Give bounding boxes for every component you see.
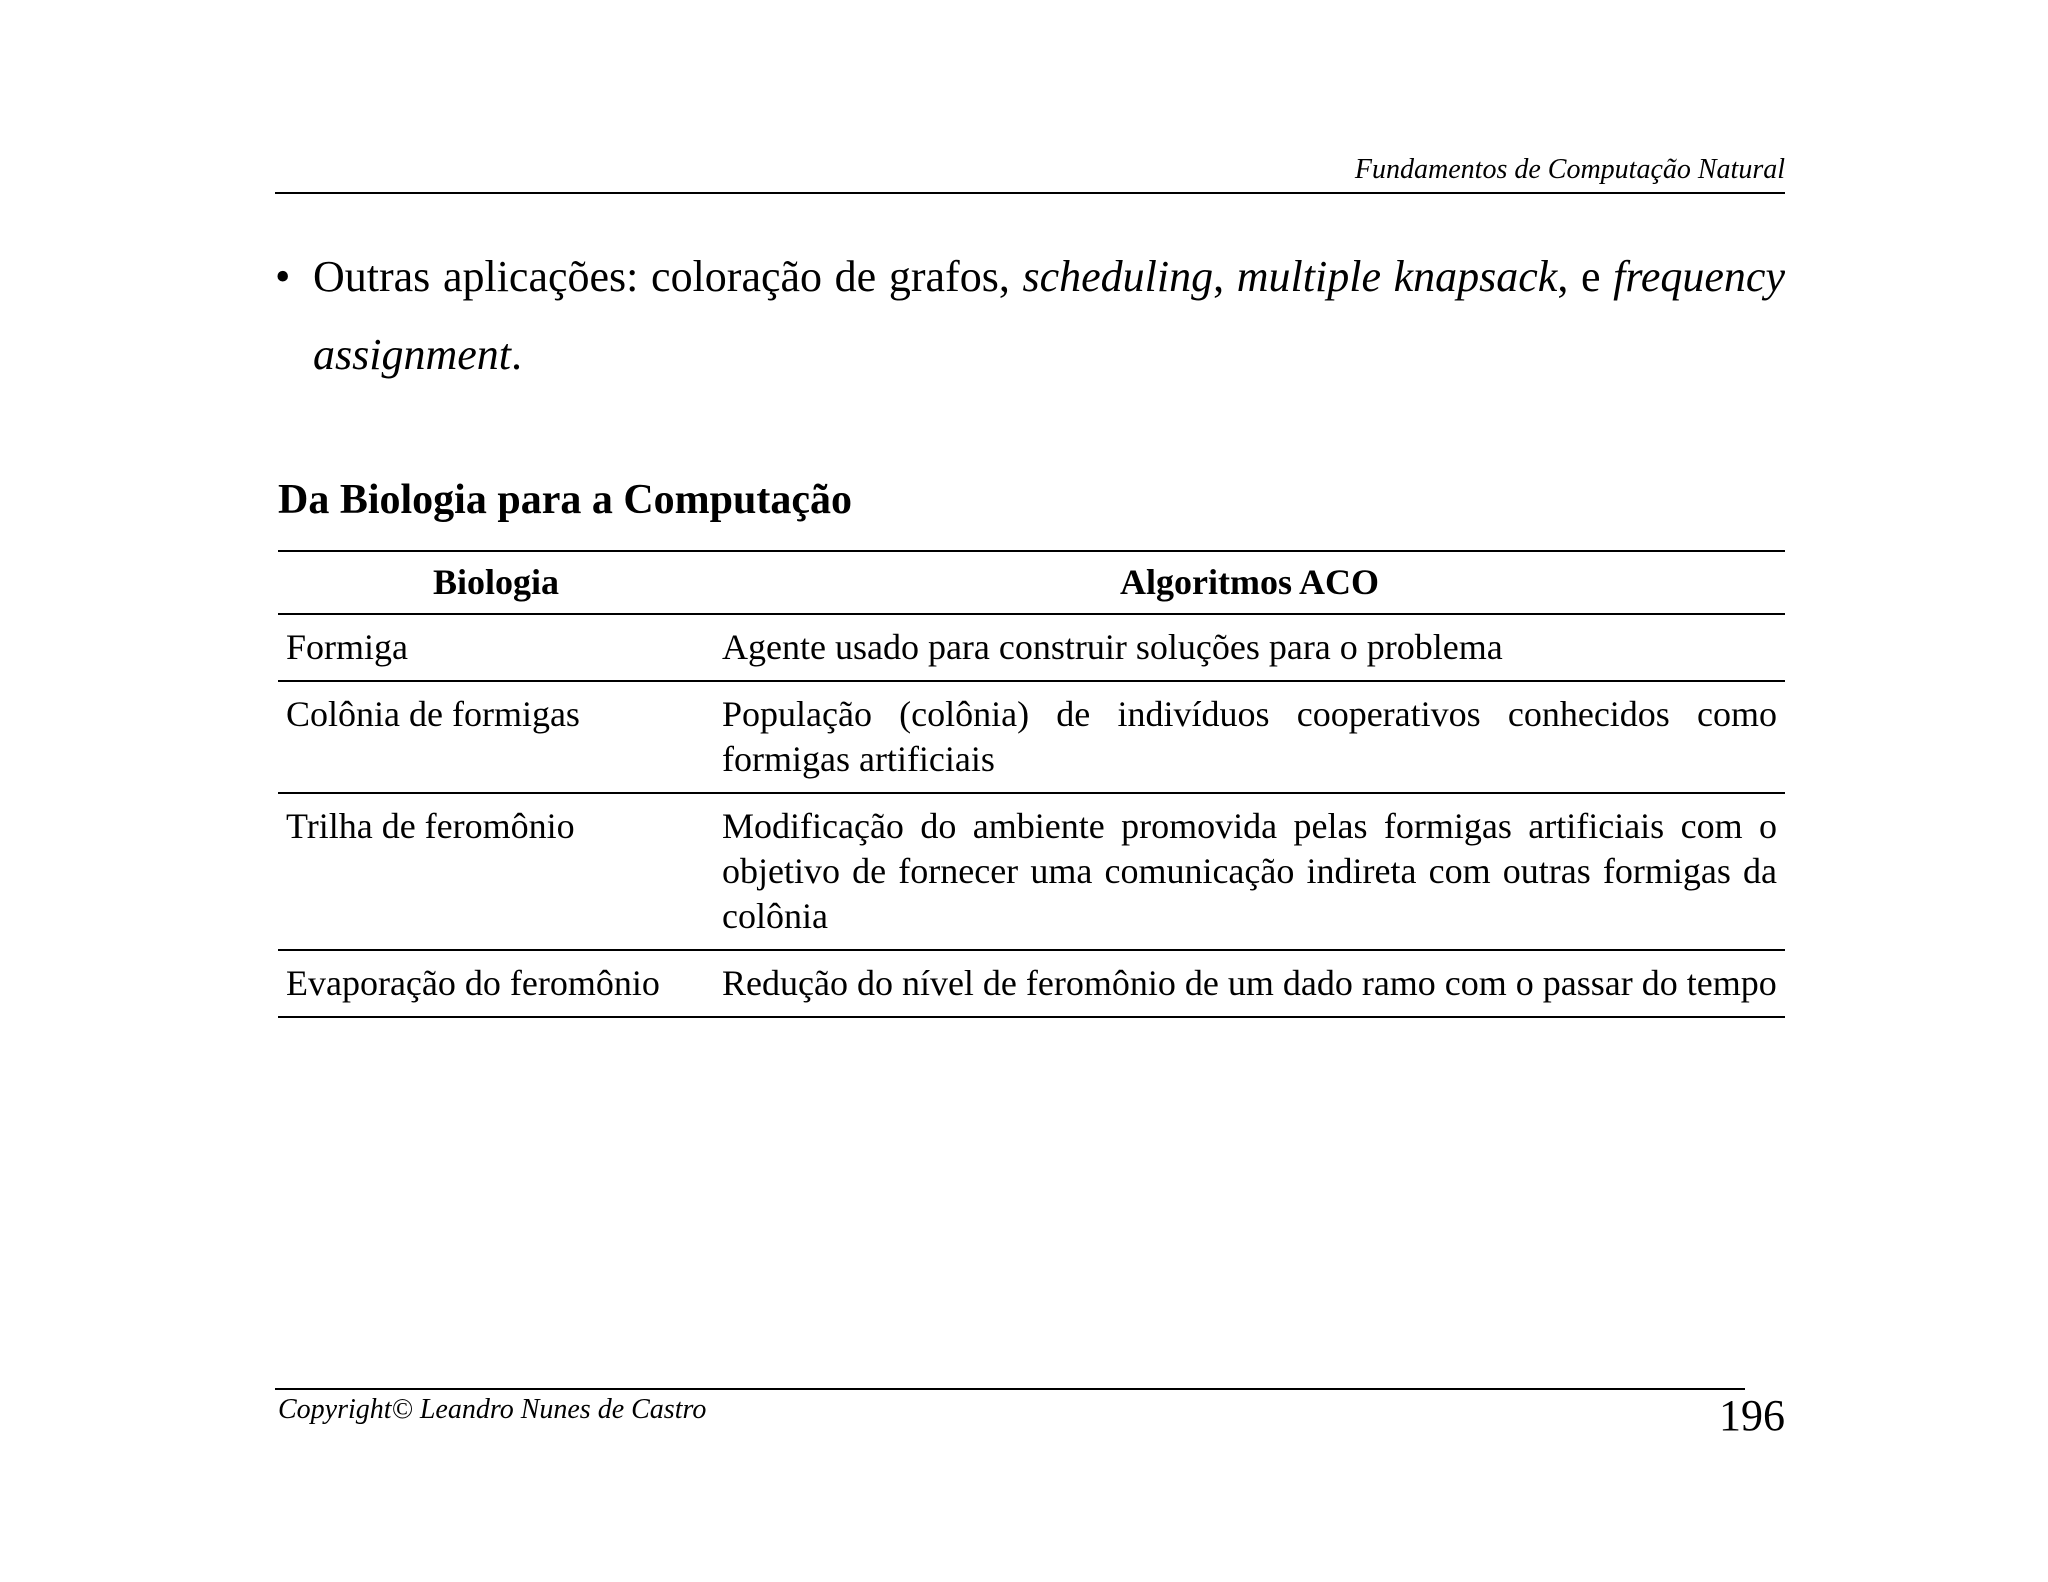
footer-rule <box>275 1388 1745 1390</box>
biology-cell: Colônia de formigas <box>278 681 714 793</box>
biology-cell: Evaporação do feromônio <box>278 950 714 1017</box>
copyright-notice: Copyright© Leandro Nunes de Castro <box>278 1394 707 1425</box>
bullet-end: . <box>511 330 522 379</box>
term-multiple-knapsack: multiple knapsack <box>1236 252 1558 301</box>
aco-cell: Redução do nível de feromônio de um dado ramo com o passar do tempo <box>714 950 1785 1017</box>
biology-aco-table <box>278 550 1785 1018</box>
table-row <box>278 793 1785 950</box>
table-header-row <box>278 551 1785 614</box>
bullet-item <box>275 238 1785 394</box>
table-row <box>278 681 1785 793</box>
running-header: Fundamentos de Computação Natural <box>1354 154 1785 185</box>
bullet-separator: , <box>1213 252 1237 301</box>
table-row <box>278 614 1785 681</box>
bullet-text: Outras aplicações: coloração de grafos, <box>313 252 1023 301</box>
section-title: Da Biologia para a Computação <box>278 477 853 523</box>
aco-cell: Modificação do ambiente promovida pelas formigas artificiais com o objetivo de fornecer uma comunicação indireta com outras formigas da colônia <box>714 793 1785 950</box>
bullet-separator: , e <box>1557 252 1614 301</box>
term-scheduling: scheduling <box>1022 252 1214 301</box>
table-row <box>278 950 1785 1017</box>
page-number: 196 <box>1719 1391 1785 1440</box>
term-frequency-assignment: frequency assignment <box>313 252 1785 379</box>
header-rule <box>275 192 1785 194</box>
bullet-marker: • <box>275 252 291 301</box>
column-header-algoritmos-aco: Algoritmos ACO <box>714 551 1785 614</box>
biology-cell: Formiga <box>278 614 714 681</box>
column-header-biologia: Biologia <box>278 551 714 614</box>
aco-cell: Agente usado para construir soluções para o problema <box>714 614 1785 681</box>
aco-cell: População (colônia) de indivíduos cooperativos conhecidos como formigas artificiais <box>714 681 1785 793</box>
biology-cell: Trilha de feromônio <box>278 793 714 950</box>
